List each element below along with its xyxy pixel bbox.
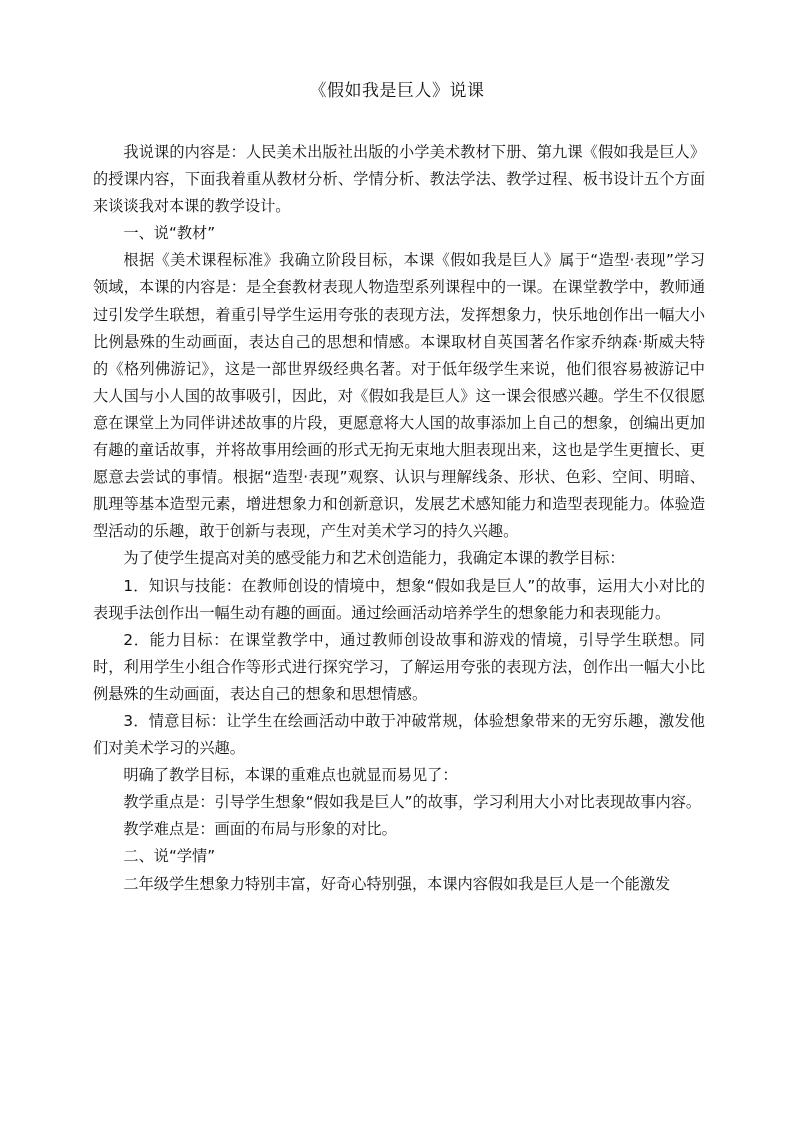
heading-student-analysis: 二、说“学情”: [123, 847, 216, 866]
paragraph-goal-emotion: 3．情意目标：让学生在绘画活动中敢于冲破常规，体验想象带来的无穷乐趣，激发他们对美术学习的兴趣。: [93, 711, 705, 758]
heading-textbook: 一、说“教材”: [123, 224, 216, 243]
paragraph-textbook-analysis: 根据《美术课程标准》我确立阶段目标，本课《假如我是巨人》属于“造型·表现”学习领域，本课的内容是：是全套教材表现人物造型系列课程中的一课。在课堂教学中，教师通过引发学生联想，着重引导学生运用夸张的表现方法，发挥想象力，快乐地创作出一幅大小比例悬殊的生动画面，表达自己的思想和情感。本课取材自英国著名作家乔纳森·斯威夫特的《格列佛游记》，这是一部世界级经典名著。对于低年级学生来说，他们很容易被游记中大人国与小人国的故事吸引，因此，对《假如我是巨人》这一课会很感兴趣。学生不仅很愿意在课堂上为同伴讲述故事的片段，更愿意将大人国的故事添加上自己的想象，创编出更加有趣的童话故事，并将故事用绘画的形式无拘无束地大胆表现出来，这也是学生更擅长、更愿意去尝试的事情。根据“造型·表现”观察、认识与理解线条、形状、色彩、空间、明暗、肌理等基本造型元素，增进想象力和创新意识，发展艺术感知能力和造型表现能力。体验造型活动的乐趣，敢于创新与表现，产生对美术学习的持久兴趣。: [93, 251, 705, 541]
paragraph-intro: 我说课的内容是：人民美术出版社出版的小学美术教材下册、第九课《假如我是巨人》的授课内容，下面我着重从教材分析、学情分析、教法学法、教学过程、板书设计五个方面来谈谈我对本课的教学设计。: [93, 143, 705, 216]
paragraph-teaching-difficulty: 教学难点是：画面的布局与形象的对比。: [123, 820, 397, 839]
paragraph-key-points-intro: 明确了教学目标，本课的重难点也就显而易见了：: [123, 766, 458, 785]
paragraph-teaching-focus: 教学重点是：引导学生想象“假如我是巨人”的故事，学习利用大小对比表现故事内容。: [123, 793, 702, 812]
document-body: [93, 139, 705, 898]
paragraph-goal-knowledge: 1．知识与技能：在教师创设的情境中，想象“假如我是巨人”的故事，运用大小对比的表现手法创作出一幅生动有趣的画面。通过绘画活动培养学生的想象能力和表现能力。: [93, 576, 705, 622]
paragraph-goal-ability: 2．能力目标：在课堂教学中，通过教师创设故事和游戏的情境，引导学生联想。同时，利用学生小组合作等形式进行探究学习，了解运用夸张的表现方法，创作出一幅大小比例悬殊的生动画面，表达自己的想象和思想情感。: [93, 630, 705, 703]
paragraph-student-analysis: 二年级学生想象力特别丰富，好奇心特别强，本课内容假如我是巨人是一个能激发: [123, 874, 671, 893]
paragraph-goals-intro: 为了使学生提高对美的感受能力和艺术创造能力，我确定本课的教学目标：: [123, 549, 625, 568]
document-title: 《假如我是巨人》说课: [309, 81, 485, 101]
